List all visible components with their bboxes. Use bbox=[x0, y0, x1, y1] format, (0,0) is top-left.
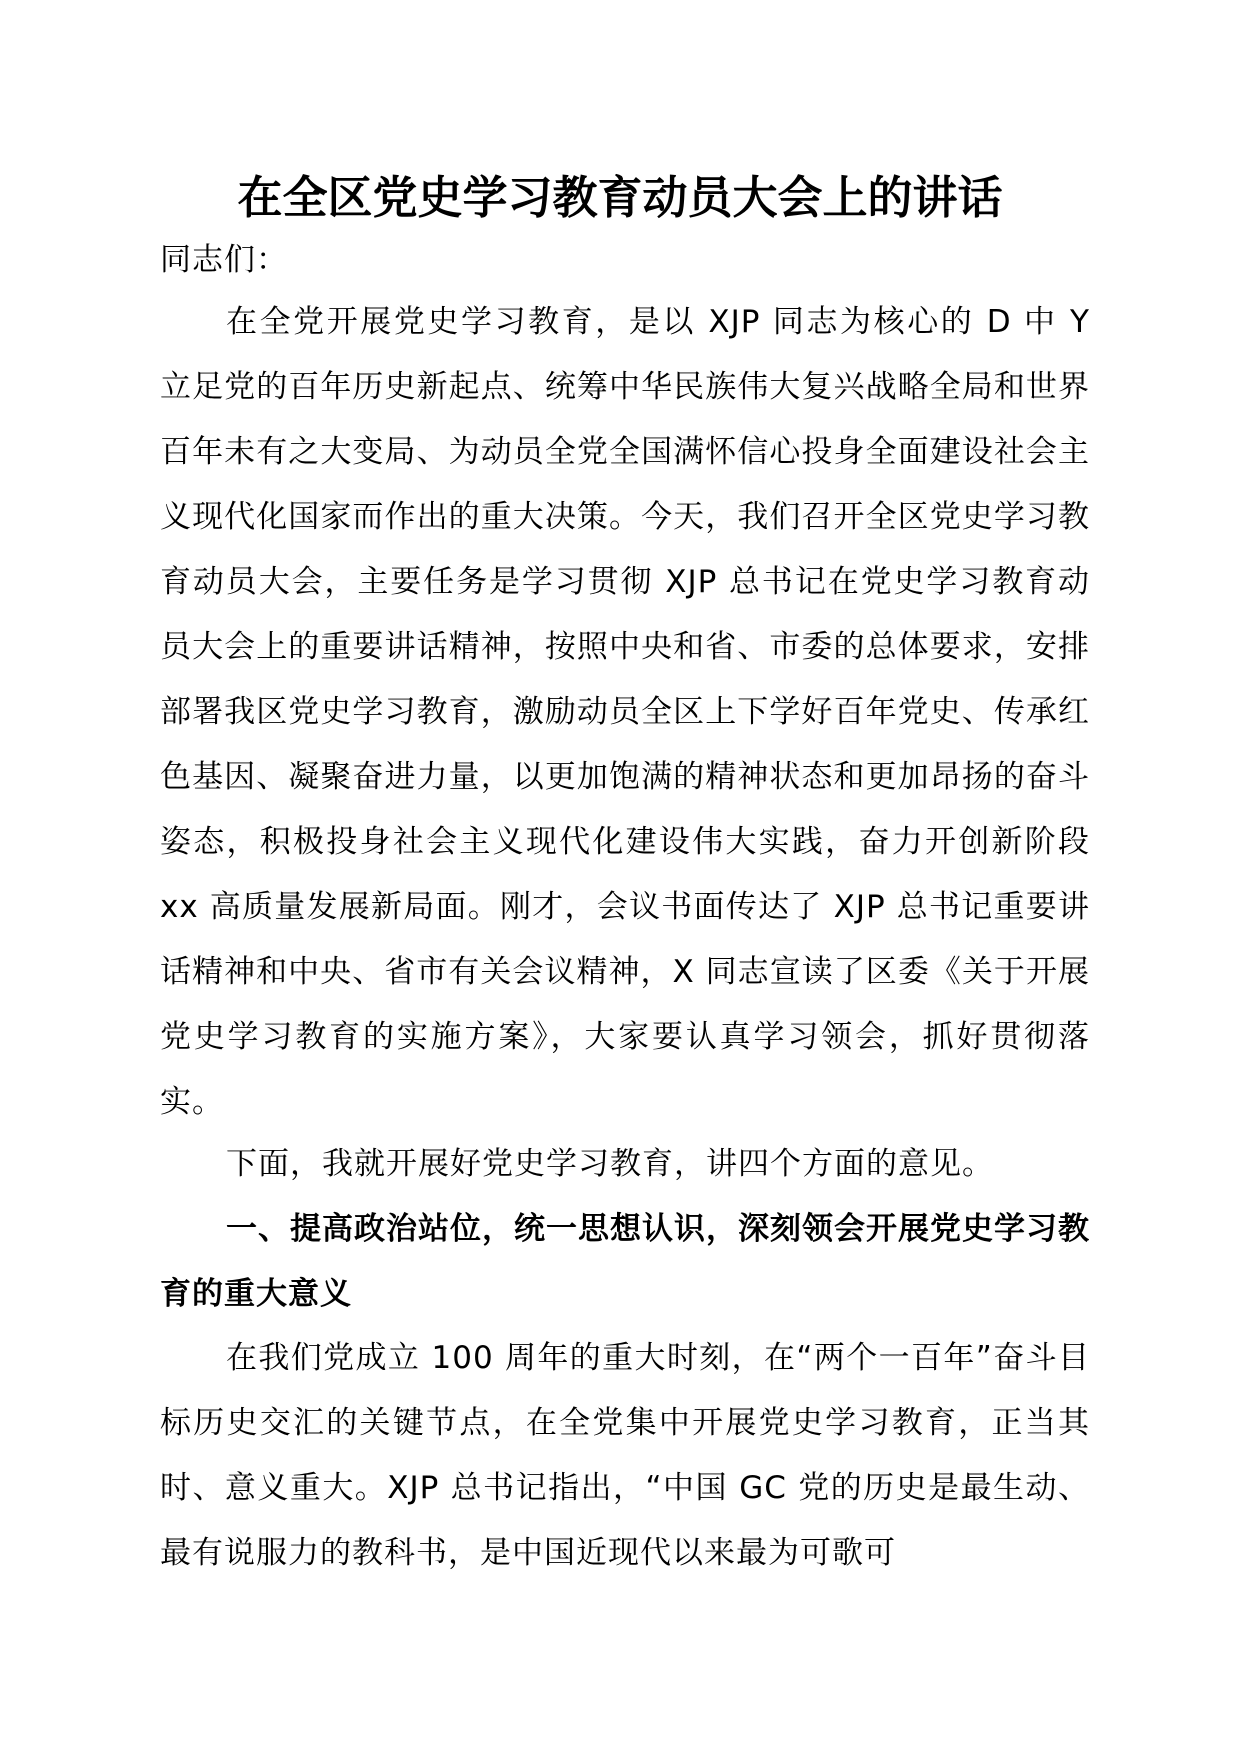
document-title: 在全区党史学习教育动员大会上的讲话 bbox=[237, 171, 1003, 224]
section-heading-1: 一、提高政治站位，统一思想认识，深刻领会开展党史学习教育的重大意义 bbox=[160, 1211, 1090, 1312]
paragraph-outline: 下面，我就开展好党史学习教育，讲四个方面的意见。 bbox=[226, 1146, 994, 1182]
salutation: 同志们： bbox=[160, 242, 288, 278]
paragraph-intro: 在全党开展党史学习教育，是以 XJP 同志为核心的 D 中 Y 立足党的百年历史新起点、统筹中华民族伟大复兴战略全局和世界百年未有之大变局、为动员全党全国满怀信心投身全面建设社会主义现代化国家而作出的重大决策。今天，我们召开全区党史学习教育动员大会，主要任务是学习贯彻 XJP 总书记在党史学习教育动员大会上的重要讲话精神，按照中央和省、市委的总体要求，安排部署我区党史学习教育，激励动员全区上下学好百年党史、传承红色基因、凝聚奋进力量，以更加饱满的精神状态和更加昂扬的奋斗姿态，积极投身社会主义现代化建设伟大实践，奋力开创新阶段 xx 高质量发展新局面。刚才，会议书面传达了 XJP 总书记重要讲话精神和中央、省市有关会议精神，X 同志宣读了区委《关于开展党史学习教育的实施方案》，大家要认真学习领会，抓好贯彻落实。 bbox=[160, 304, 1090, 1120]
paragraph-section-1: 在我们党成立 100 周年的重大时刻，在“两个一百年”奋斗目标历史交汇的关键节点，在全党集中开展党史学习教育，正当其时、意义重大。XJP 总书记指出，“中国 GC 党的历史是最生动、最有说服力的教科书，是中国近现代以来最为可歌可 bbox=[160, 1340, 1090, 1571]
